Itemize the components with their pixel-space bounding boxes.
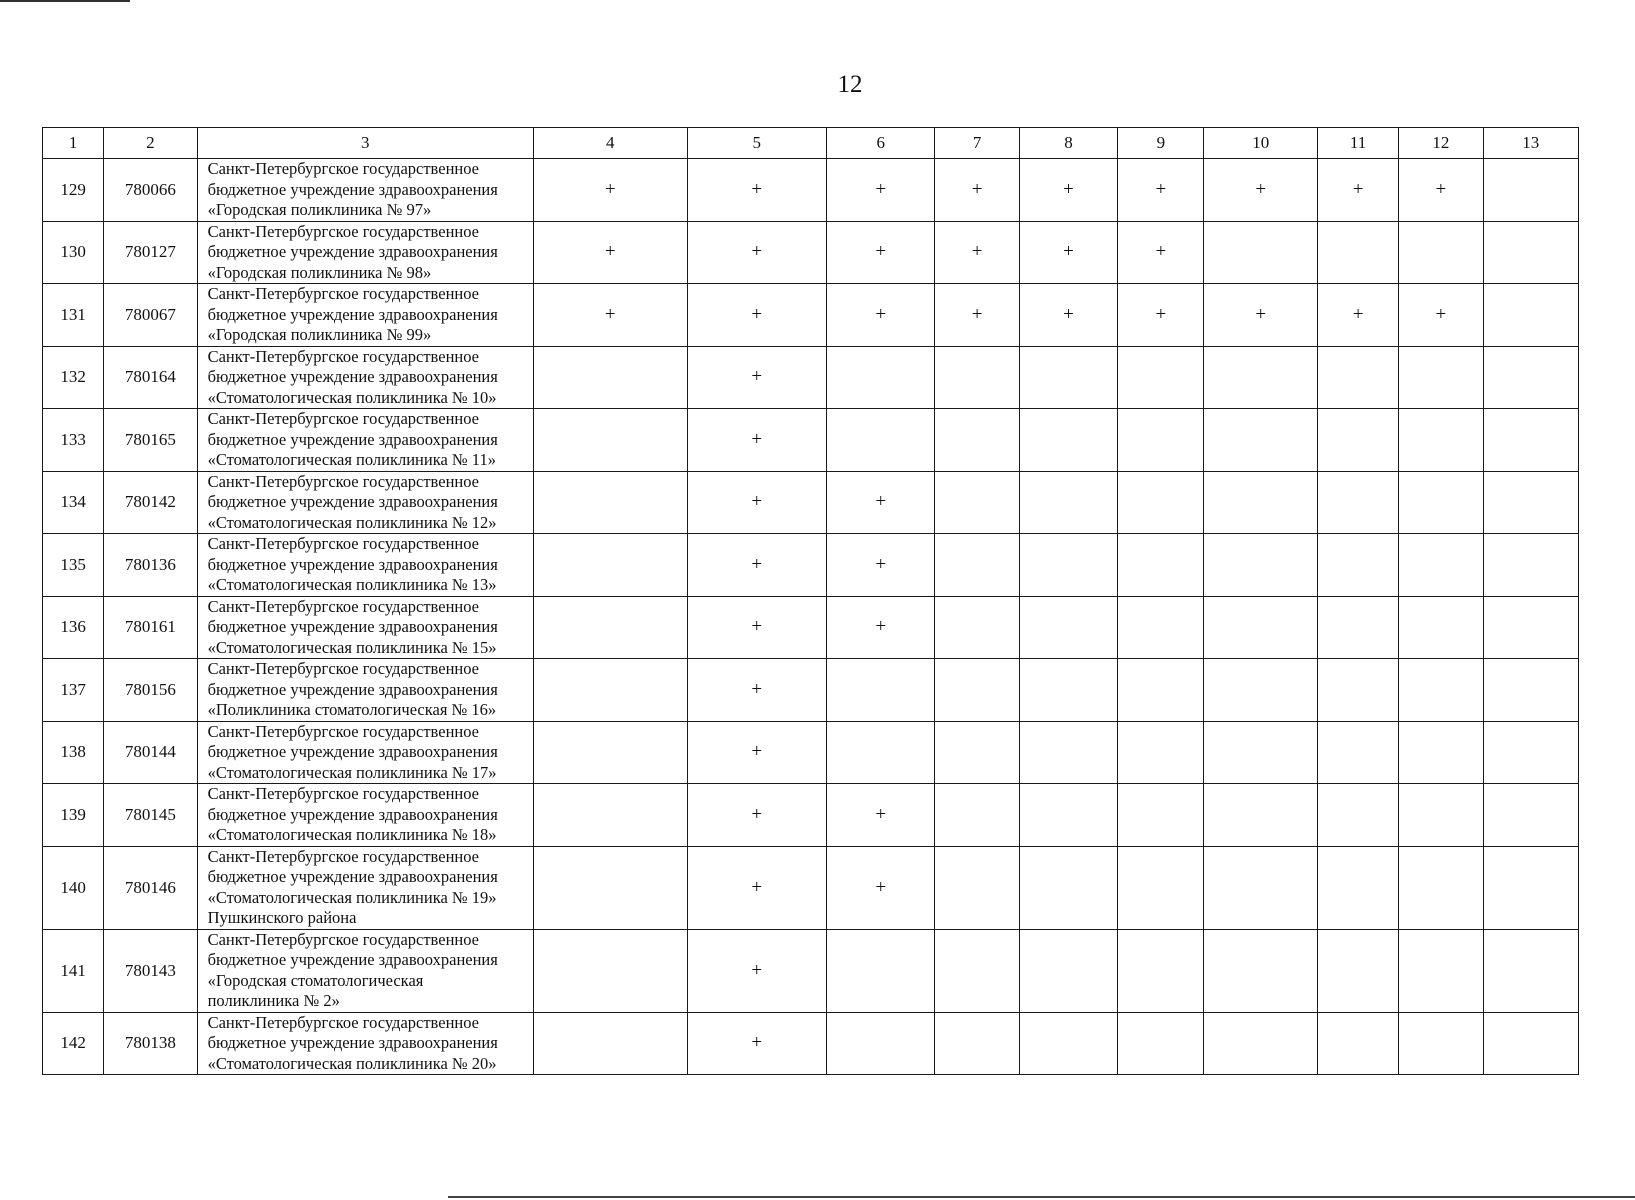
mark-cell-col-13 — [1483, 346, 1578, 409]
mark-cell-col-12 — [1399, 659, 1483, 722]
mark-cell-col-6: + — [827, 596, 935, 659]
mark-cell-col-7: + — [935, 159, 1019, 222]
row-number-cell: 132 — [43, 346, 104, 409]
mark-cell-col-5: + — [687, 159, 827, 222]
header-row — [43, 128, 1579, 159]
institution-name-line: бюджетное учреждение здравоохранения — [207, 554, 498, 574]
mark-cell-col-6: + — [827, 846, 935, 929]
table-row — [43, 659, 1579, 722]
mark-cell-col-4 — [533, 784, 687, 847]
mark-cell-col-9: + — [1118, 159, 1204, 222]
institution-code-cell: 780145 — [104, 784, 197, 847]
institution-name-line: «Стоматологическая поликлиника № 20» — [207, 1053, 497, 1073]
column-header-4: 4 — [533, 128, 687, 159]
table-row — [43, 471, 1579, 534]
mark-cell-col-13 — [1483, 221, 1578, 284]
institution-name-line: бюджетное учреждение здравоохранения — [207, 617, 498, 636]
mark-cell-col-9: + — [1118, 221, 1204, 284]
mark-cell-col-5: + — [687, 409, 827, 472]
mark-cell-col-12 — [1399, 346, 1483, 409]
institution-name-line: Санкт-Петербургское государственное — [207, 471, 480, 491]
table-row — [43, 409, 1579, 472]
mark-cell-col-12: + — [1399, 159, 1483, 222]
institution-name-cell — [197, 1012, 533, 1075]
mark-cell-col-5: + — [687, 284, 827, 347]
mark-cell-col-8 — [1019, 659, 1117, 722]
mark-cell-col-4 — [533, 471, 687, 534]
table-row — [43, 721, 1579, 784]
mark-cell-col-5: + — [687, 929, 827, 1012]
mark-cell-col-6: + — [827, 471, 935, 534]
mark-cell-col-8: + — [1019, 159, 1117, 222]
mark-cell-col-13 — [1483, 596, 1578, 659]
mark-cell-col-4 — [533, 846, 687, 929]
mark-cell-col-13 — [1483, 1012, 1578, 1075]
table-row — [43, 284, 1579, 347]
table-row — [43, 846, 1579, 929]
mark-cell-col-10 — [1204, 659, 1317, 722]
mark-cell-col-6: + — [827, 534, 935, 597]
mark-cell-col-7 — [935, 659, 1019, 722]
mark-cell-col-10 — [1204, 1012, 1317, 1075]
row-number-cell: 141 — [43, 929, 104, 1012]
institution-name-cell — [197, 159, 533, 222]
institution-name-line: бюджетное учреждение здравоохранения — [207, 179, 498, 199]
mark-cell-col-9 — [1118, 471, 1204, 534]
institution-name-line: бюджетное учреждение здравоохранения — [207, 804, 498, 824]
mark-cell-col-9 — [1118, 1012, 1204, 1075]
institution-name-cell — [197, 409, 533, 472]
mark-cell-col-8 — [1019, 471, 1117, 534]
institution-name-cell — [197, 471, 533, 534]
table-row — [43, 534, 1579, 597]
institution-name-line: «Поликлиника стоматологическая № 16» — [207, 700, 497, 719]
mark-cell-col-10 — [1204, 929, 1317, 1012]
institution-name-line: бюджетное учреждение здравоохранения — [207, 429, 498, 449]
mark-cell-col-7 — [935, 721, 1019, 784]
mark-cell-col-4 — [533, 596, 687, 659]
row-number-cell: 137 — [43, 659, 104, 722]
mark-cell-col-12 — [1399, 784, 1483, 847]
row-number-cell: 135 — [43, 534, 104, 597]
institution-name-line: бюджетное учреждение здравоохранения — [207, 742, 498, 761]
mark-cell-col-4 — [533, 534, 687, 597]
institution-code-cell: 780164 — [104, 346, 197, 409]
institution-code-cell: 780146 — [104, 846, 197, 929]
institution-name-line: Пушкинского района — [207, 908, 357, 927]
mark-cell-col-11: + — [1317, 159, 1398, 222]
institution-name-cell — [197, 596, 533, 659]
row-number-cell: 130 — [43, 221, 104, 284]
mark-cell-col-7 — [935, 346, 1019, 409]
mark-cell-col-12 — [1399, 721, 1483, 784]
institution-name-cell — [197, 659, 533, 722]
institution-name-line: Санкт-Петербургское государственное — [207, 159, 480, 178]
institution-name-line: бюджетное учреждение здравоохранения — [207, 867, 498, 886]
row-number-cell: 131 — [43, 284, 104, 347]
mark-cell-col-13 — [1483, 471, 1578, 534]
mark-cell-col-11 — [1317, 929, 1398, 1012]
mark-cell-col-10 — [1204, 596, 1317, 659]
institution-name-line: «Стоматологическая поликлиника № 19» — [207, 887, 497, 907]
mark-cell-col-5: + — [687, 471, 827, 534]
row-number-cell: 134 — [43, 471, 104, 534]
mark-cell-col-6: + — [827, 221, 935, 284]
mark-cell-col-8 — [1019, 929, 1117, 1012]
mark-cell-col-5: + — [687, 221, 827, 284]
institution-name-line: Санкт-Петербургское государственное — [207, 1012, 480, 1032]
institution-name-line: Санкт-Петербургское государственное — [207, 784, 480, 803]
mark-cell-col-11 — [1317, 596, 1398, 659]
institution-code-cell: 780066 — [104, 159, 197, 222]
mark-cell-col-10 — [1204, 534, 1317, 597]
mark-cell-col-5: + — [687, 596, 827, 659]
institution-code-cell: 780142 — [104, 471, 197, 534]
institution-code-cell: 780067 — [104, 284, 197, 347]
column-header-7: 7 — [935, 128, 1019, 159]
institution-name-line: Санкт-Петербургское государственное — [207, 346, 480, 366]
institution-name-line: «Стоматологическая поликлиника № 17» — [207, 762, 497, 782]
column-header-1: 1 — [43, 128, 104, 159]
mark-cell-col-11 — [1317, 471, 1398, 534]
row-number-cell: 129 — [43, 159, 104, 222]
mark-cell-col-9 — [1118, 846, 1204, 929]
table-row — [43, 159, 1579, 222]
mark-cell-col-6 — [827, 721, 935, 784]
mark-cell-col-5: + — [687, 1012, 827, 1075]
row-number-cell: 139 — [43, 784, 104, 847]
institution-name-line: бюджетное учреждение здравоохранения — [207, 492, 498, 511]
institution-name-line: Санкт-Петербургское государственное — [207, 596, 480, 616]
mark-cell-col-4 — [533, 1012, 687, 1075]
mark-cell-col-13 — [1483, 534, 1578, 597]
mark-cell-col-10 — [1204, 409, 1317, 472]
mark-cell-col-11 — [1317, 221, 1398, 284]
institution-code-cell: 780127 — [104, 221, 197, 284]
mark-cell-col-12 — [1399, 929, 1483, 1012]
institution-name-line: Санкт-Петербургское государственное — [207, 929, 480, 949]
institution-name-line: поликлиника № 2» — [207, 991, 340, 1010]
mark-cell-col-12: + — [1399, 284, 1483, 347]
institution-name-cell — [197, 929, 533, 1012]
mark-cell-col-8 — [1019, 596, 1117, 659]
mark-cell-col-4 — [533, 929, 687, 1012]
mark-cell-col-8: + — [1019, 221, 1117, 284]
institution-name-line: бюджетное учреждение здравоохранения — [207, 950, 498, 969]
mark-cell-col-12 — [1399, 596, 1483, 659]
institution-name-line: Санкт-Петербургское государственное — [207, 534, 480, 553]
institution-name-line: бюджетное учреждение здравоохранения — [207, 679, 498, 699]
mark-cell-col-12 — [1399, 409, 1483, 472]
mark-cell-col-10: + — [1204, 284, 1317, 347]
column-header-6: 6 — [827, 128, 935, 159]
scan-edge-line-bottom — [448, 1196, 1635, 1198]
row-number-cell: 136 — [43, 596, 104, 659]
institution-name-line: «Стоматологическая поликлиника № 13» — [207, 575, 497, 594]
column-header-3: 3 — [197, 128, 533, 159]
mark-cell-col-7 — [935, 846, 1019, 929]
mark-cell-col-6 — [827, 929, 935, 1012]
mark-cell-col-5: + — [687, 846, 827, 929]
institution-name-cell — [197, 221, 533, 284]
mark-cell-col-11 — [1317, 659, 1398, 722]
mark-cell-col-4: + — [533, 159, 687, 222]
mark-cell-col-5: + — [687, 346, 827, 409]
mark-cell-col-11 — [1317, 721, 1398, 784]
institution-name-cell — [197, 534, 533, 597]
mark-cell-col-10 — [1204, 846, 1317, 929]
institution-code-cell: 780161 — [104, 596, 197, 659]
mark-cell-col-10 — [1204, 721, 1317, 784]
mark-cell-col-9 — [1118, 534, 1204, 597]
mark-cell-col-9 — [1118, 409, 1204, 472]
institution-name-line: «Стоматологическая поликлиника № 18» — [207, 825, 497, 844]
mark-cell-col-10 — [1204, 471, 1317, 534]
mark-cell-col-8: + — [1019, 284, 1117, 347]
row-number-cell: 140 — [43, 846, 104, 929]
institution-name-cell — [197, 784, 533, 847]
mark-cell-col-6: + — [827, 284, 935, 347]
row-number-cell: 133 — [43, 409, 104, 472]
mark-cell-col-8 — [1019, 346, 1117, 409]
column-header-10: 10 — [1204, 128, 1317, 159]
mark-cell-col-5: + — [687, 659, 827, 722]
mark-cell-col-7 — [935, 784, 1019, 847]
table-row — [43, 784, 1579, 847]
institution-name-line: бюджетное учреждение здравоохранения — [207, 242, 498, 261]
institution-name-cell — [197, 721, 533, 784]
institution-name-line: «Стоматологическая поликлиника № 11» — [207, 450, 496, 469]
institution-name-cell — [197, 284, 533, 347]
institution-name-line: «Стоматологическая поликлиника № 15» — [207, 637, 497, 657]
mark-cell-col-6: + — [827, 784, 935, 847]
institution-name-line: бюджетное учреждение здравоохранения — [207, 1033, 498, 1052]
mark-cell-col-8 — [1019, 721, 1117, 784]
mark-cell-col-8 — [1019, 534, 1117, 597]
mark-cell-col-4 — [533, 409, 687, 472]
mark-cell-col-6: + — [827, 159, 935, 222]
mark-cell-col-4: + — [533, 284, 687, 347]
mark-cell-col-7 — [935, 929, 1019, 1012]
mark-cell-col-8 — [1019, 784, 1117, 847]
mark-cell-col-9 — [1118, 929, 1204, 1012]
mark-cell-col-4: + — [533, 221, 687, 284]
mark-cell-col-9 — [1118, 784, 1204, 847]
mark-cell-col-13 — [1483, 721, 1578, 784]
mark-cell-col-12 — [1399, 846, 1483, 929]
mark-cell-col-11 — [1317, 846, 1398, 929]
institution-name-line: «Городская поликлиника № 99» — [207, 325, 432, 344]
table-row — [43, 346, 1579, 409]
mark-cell-col-8 — [1019, 1012, 1117, 1075]
institution-name-line: «Городская поликлиника № 97» — [207, 200, 432, 219]
table-row — [43, 929, 1579, 1012]
mark-cell-col-11 — [1317, 784, 1398, 847]
mark-cell-col-12 — [1399, 534, 1483, 597]
mark-cell-col-6 — [827, 346, 935, 409]
institution-name-cell — [197, 346, 533, 409]
mark-cell-col-9 — [1118, 596, 1204, 659]
mark-cell-col-13 — [1483, 409, 1578, 472]
mark-cell-col-12 — [1399, 1012, 1483, 1075]
mark-cell-col-8 — [1019, 846, 1117, 929]
mark-cell-col-10: + — [1204, 159, 1317, 222]
institution-code-cell: 780156 — [104, 659, 197, 722]
mark-cell-col-5: + — [687, 721, 827, 784]
institution-name-line: Санкт-Петербургское государственное — [207, 846, 480, 866]
table-row — [43, 596, 1579, 659]
mark-cell-col-13 — [1483, 159, 1578, 222]
institution-code-cell: 780143 — [104, 929, 197, 1012]
column-header-13: 13 — [1483, 128, 1578, 159]
institution-name-line: Санкт-Петербургское государственное — [207, 284, 480, 303]
row-number-cell: 142 — [43, 1012, 104, 1075]
institution-name-line: Санкт-Петербургское государственное — [207, 721, 480, 741]
mark-cell-col-11 — [1317, 1012, 1398, 1075]
mark-cell-col-7: + — [935, 284, 1019, 347]
institution-name-line: «Стоматологическая поликлиника № 10» — [207, 387, 497, 407]
institution-code-cell: 780138 — [104, 1012, 197, 1075]
table-row — [43, 221, 1579, 284]
mark-cell-col-10 — [1204, 221, 1317, 284]
scan-edge-line-top — [0, 0, 130, 2]
mark-cell-col-4 — [533, 721, 687, 784]
institution-name-line: бюджетное учреждение здравоохранения — [207, 304, 498, 324]
institution-code-cell: 780165 — [104, 409, 197, 472]
column-header-9: 9 — [1118, 128, 1204, 159]
mark-cell-col-4 — [533, 346, 687, 409]
mark-cell-col-12 — [1399, 221, 1483, 284]
mark-cell-col-6 — [827, 1012, 935, 1075]
institution-name-line: бюджетное учреждение здравоохранения — [207, 367, 498, 386]
table-row — [43, 1012, 1579, 1075]
mark-cell-col-7 — [935, 1012, 1019, 1075]
column-header-5: 5 — [687, 128, 827, 159]
institution-code-cell: 780144 — [104, 721, 197, 784]
column-header-11: 11 — [1317, 128, 1398, 159]
mark-cell-col-5: + — [687, 534, 827, 597]
institution-name-line: Санкт-Петербургское государственное — [207, 221, 480, 241]
mark-cell-col-11: + — [1317, 284, 1398, 347]
mark-cell-col-7 — [935, 409, 1019, 472]
mark-cell-col-9: + — [1118, 284, 1204, 347]
row-number-cell: 138 — [43, 721, 104, 784]
mark-cell-col-7 — [935, 471, 1019, 534]
mark-cell-col-5: + — [687, 784, 827, 847]
mark-cell-col-12 — [1399, 471, 1483, 534]
mark-cell-col-7: + — [935, 221, 1019, 284]
mark-cell-col-7 — [935, 596, 1019, 659]
column-header-12: 12 — [1399, 128, 1483, 159]
mark-cell-col-13 — [1483, 846, 1578, 929]
mark-cell-col-13 — [1483, 659, 1578, 722]
registry-table — [42, 127, 1579, 1075]
institution-name-line: «Городская стоматологическая — [207, 970, 424, 990]
mark-cell-col-8 — [1019, 409, 1117, 472]
mark-cell-col-13 — [1483, 284, 1578, 347]
institution-name-cell — [197, 846, 533, 929]
mark-cell-col-11 — [1317, 346, 1398, 409]
institution-name-line: «Городская поликлиника № 98» — [207, 262, 432, 282]
institution-name-line: Санкт-Петербургское государственное — [207, 409, 480, 428]
institution-name-line: Санкт-Петербургское государственное — [207, 659, 480, 678]
column-header-8: 8 — [1019, 128, 1117, 159]
institution-name-line: «Стоматологическая поликлиника № 12» — [207, 512, 497, 532]
mark-cell-col-13 — [1483, 929, 1578, 1012]
mark-cell-col-9 — [1118, 721, 1204, 784]
mark-cell-col-9 — [1118, 346, 1204, 409]
institution-code-cell: 780136 — [104, 534, 197, 597]
mark-cell-col-9 — [1118, 659, 1204, 722]
mark-cell-col-11 — [1317, 409, 1398, 472]
mark-cell-col-6 — [827, 659, 935, 722]
mark-cell-col-7 — [935, 534, 1019, 597]
mark-cell-col-10 — [1204, 346, 1317, 409]
page-number: 12 — [837, 71, 863, 98]
mark-cell-col-13 — [1483, 784, 1578, 847]
column-header-2: 2 — [104, 128, 197, 159]
mark-cell-col-10 — [1204, 784, 1317, 847]
mark-cell-col-11 — [1317, 534, 1398, 597]
mark-cell-col-6 — [827, 409, 935, 472]
mark-cell-col-4 — [533, 659, 687, 722]
